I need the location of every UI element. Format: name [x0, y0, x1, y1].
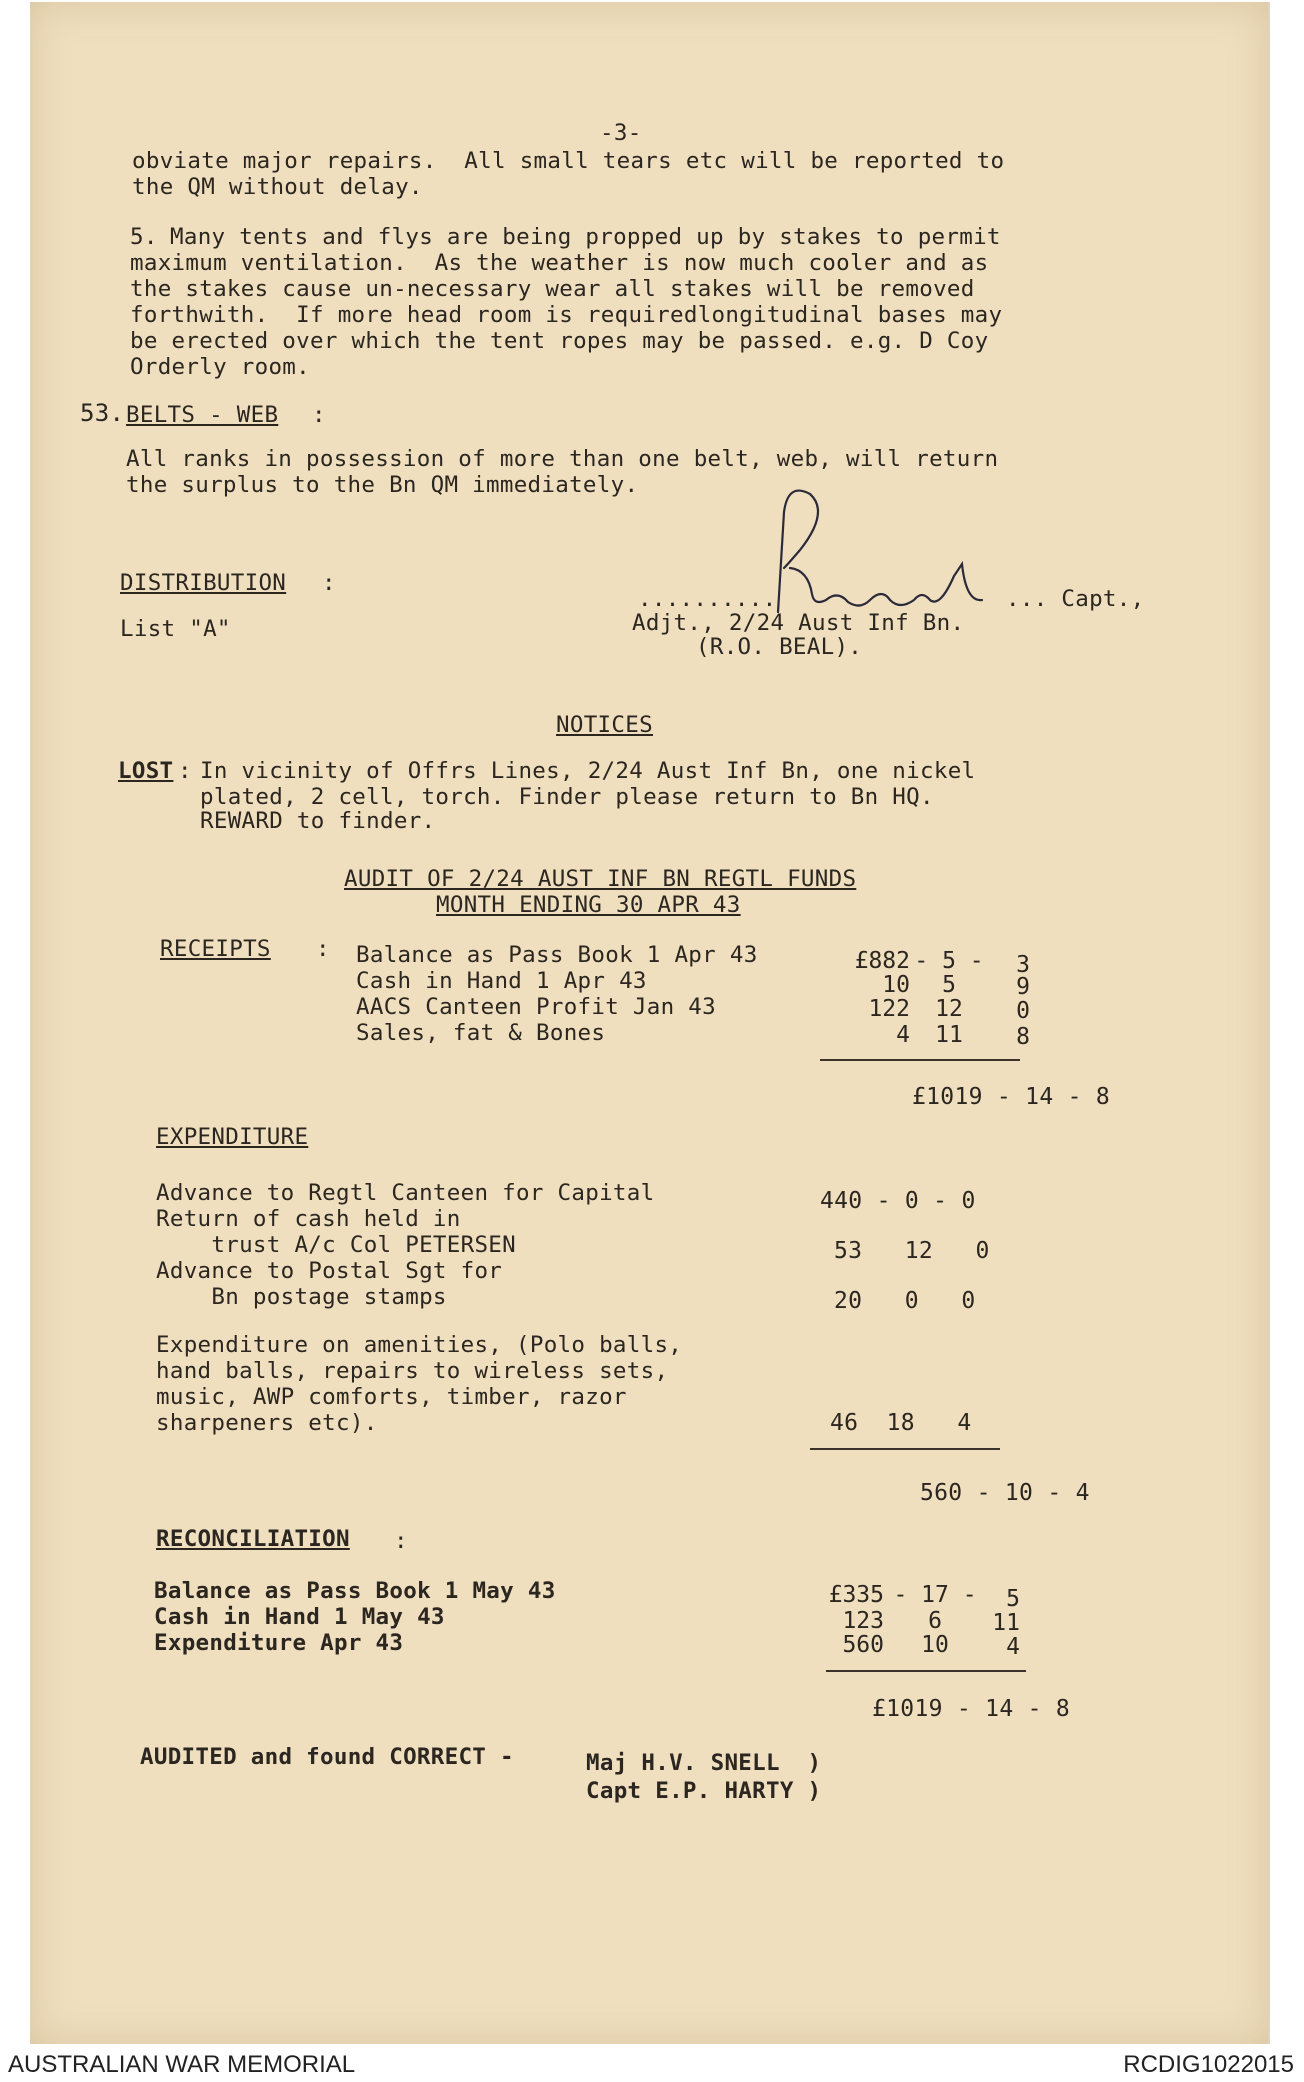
reconciliation-pounds-2: 123	[842, 1608, 884, 1634]
reconciliation-shillings-2: 6	[928, 1608, 942, 1634]
lost-line-1: In vicinity of Offrs Lines, 2/24 Aust Inf Bn, one nickel	[200, 758, 976, 784]
signature-appointment: Adjt., 2/24 Aust Inf Bn.	[632, 610, 965, 636]
receipt-desc-4: Sales, fat & Bones	[356, 1020, 606, 1046]
expenditure-4-line-1: Expenditure on amenities, (Polo balls,	[156, 1332, 683, 1358]
receipts-total: £1019 - 14 - 8	[912, 1084, 1111, 1110]
expenditure-2-amount: 53 12 0	[834, 1238, 990, 1264]
receipt-pence-2: 9	[1016, 974, 1030, 1000]
audited-statement: AUDITED and found CORRECT -	[140, 1744, 514, 1770]
receipts-label: RECEIPTS	[160, 936, 271, 962]
reconciliation-pence-2: 11	[992, 1610, 1020, 1636]
expenditure-rule	[810, 1448, 1000, 1450]
receipt-shillings-1: - 5 -	[914, 948, 984, 974]
para5-number: 5.	[130, 224, 158, 250]
reconciliation-shillings-1: - 17 -	[893, 1582, 977, 1608]
receipt-shillings-2: 5	[942, 972, 956, 998]
receipt-pounds-2: 10	[882, 972, 910, 998]
receipt-pounds-3: 122	[868, 996, 910, 1022]
lost-label: LOST	[118, 758, 174, 784]
audit-title-2: MONTH ENDING 30 APR 43	[436, 892, 741, 918]
archive-footer	[0, 2044, 1304, 2082]
receipt-desc-2: Cash in Hand 1 Apr 43	[356, 968, 647, 994]
expenditure-4-line-4: sharpeners etc).	[156, 1410, 378, 1436]
para-top-line-1: obviate major repairs. All small tears etc will be reported to	[132, 148, 1005, 174]
lost-colon: :	[178, 758, 192, 784]
auditor-1: Maj H.V. SNELL )	[586, 1750, 822, 1776]
signature-name: (R.O. BEAL).	[696, 634, 863, 660]
expenditure-3-line-2: Bn postage stamps	[156, 1284, 447, 1310]
section53-heading: BELTS - WEB	[126, 402, 279, 428]
reconciliation-colon: :	[394, 1528, 408, 1554]
auditor-2: Capt E.P. HARTY )	[586, 1778, 822, 1804]
reconciliation-desc-2: Cash in Hand 1 May 43	[154, 1604, 445, 1630]
para5-line-6: Orderly room.	[130, 354, 310, 380]
receipt-pence-3: 0	[1016, 998, 1030, 1024]
section53-number: 53.	[80, 399, 125, 427]
reconciliation-pounds-3: 560	[842, 1632, 884, 1658]
expenditure-2-line-1: Return of cash held in	[156, 1206, 461, 1232]
receipts-colon: :	[316, 936, 330, 962]
receipt-pence-4: 8	[1016, 1024, 1030, 1050]
expenditure-3-line-1: Advance to Postal Sgt for	[156, 1258, 503, 1284]
receipt-pounds-1: £882	[854, 948, 910, 974]
footer-record-id: RCDIG1022015	[1123, 2051, 1294, 2078]
document-page	[30, 2, 1270, 2044]
para5-line-1: Many tents and flys are being propped up by stakes to permit	[170, 224, 1001, 250]
receipt-shillings-3: 12	[935, 996, 963, 1022]
expenditure-1-line-1: Advance to Regtl Canteen for Capital	[156, 1180, 655, 1206]
distribution-heading: DISTRIBUTION	[120, 570, 287, 596]
lost-line-2: plated, 2 cell, torch. Finder please return to Bn HQ.	[200, 784, 934, 810]
reconciliation-pounds-1: £335	[828, 1582, 884, 1608]
reconciliation-label: RECONCILIATION	[156, 1526, 350, 1552]
receipt-pence-1: 3	[1016, 952, 1030, 978]
para5-line-3: the stakes cause un-necessary wear all stakes will be removed	[130, 276, 975, 302]
receipt-desc-1: Balance as Pass Book 1 Apr 43	[356, 942, 758, 968]
section53-line-2: the surplus to the Bn QM immediately.	[126, 472, 639, 498]
footer-institution: AUSTRALIAN WAR MEMORIAL	[8, 2051, 356, 2078]
expenditure-total: 560 - 10 - 4	[920, 1480, 1090, 1506]
para-top-line-2: the QM without delay.	[132, 174, 423, 200]
section53-line-1: All ranks in possession of more than one belt, web, will return	[126, 446, 999, 472]
distribution-colon: :	[322, 570, 336, 596]
receipt-pounds-4: 4	[896, 1022, 910, 1048]
distribution-list: List "A"	[120, 616, 231, 642]
section53-colon: :	[312, 402, 326, 428]
expenditure-label: EXPENDITURE	[156, 1124, 309, 1150]
expenditure-2-line-2: trust A/c Col PETERSEN	[156, 1232, 516, 1258]
para5-line-4: forthwith. If more head room is requiredlongitudinal bases may	[130, 302, 1003, 328]
expenditure-4-line-2: hand balls, repairs to wireless sets,	[156, 1358, 669, 1384]
reconciliation-pence-3: 4	[1006, 1634, 1020, 1660]
reconciliation-rule	[826, 1670, 1026, 1672]
receipts-rule	[820, 1059, 1020, 1061]
page-number: -3-	[600, 120, 642, 146]
para5-line-5: be erected over which the tent ropes may be passed. e.g. D Coy	[130, 328, 989, 354]
reconciliation-pence-1: 5	[1006, 1586, 1020, 1612]
signature-rank: ... Capt.,	[1006, 586, 1145, 612]
expenditure-4-line-3: music, AWP comforts, timber, razor	[156, 1384, 627, 1410]
reconciliation-total: £1019 - 14 - 8	[872, 1696, 1071, 1722]
lost-line-3: REWARD to finder.	[200, 808, 436, 834]
expenditure-3-amount: 20 0 0	[834, 1288, 976, 1314]
reconciliation-desc-3: Expenditure Apr 43	[154, 1630, 404, 1656]
receipt-desc-3: AACS Canteen Profit Jan 43	[356, 994, 716, 1020]
para5-line-2: maximum ventilation. As the weather is now much cooler and as	[130, 250, 989, 276]
notices-heading: NOTICES	[556, 712, 653, 738]
receipt-shillings-4: 11	[935, 1022, 963, 1048]
reconciliation-shillings-3: 10	[921, 1632, 949, 1658]
audit-title-1: AUDIT OF 2/24 AUST INF BN REGTL FUNDS	[344, 866, 857, 892]
expenditure-1-amount: 440 - 0 - 0	[820, 1188, 976, 1214]
expenditure-4-amount: 46 18 4	[830, 1410, 972, 1436]
reconciliation-desc-1: Balance as Pass Book 1 May 43	[154, 1578, 556, 1604]
signature-dots-left: ..........	[638, 586, 777, 612]
